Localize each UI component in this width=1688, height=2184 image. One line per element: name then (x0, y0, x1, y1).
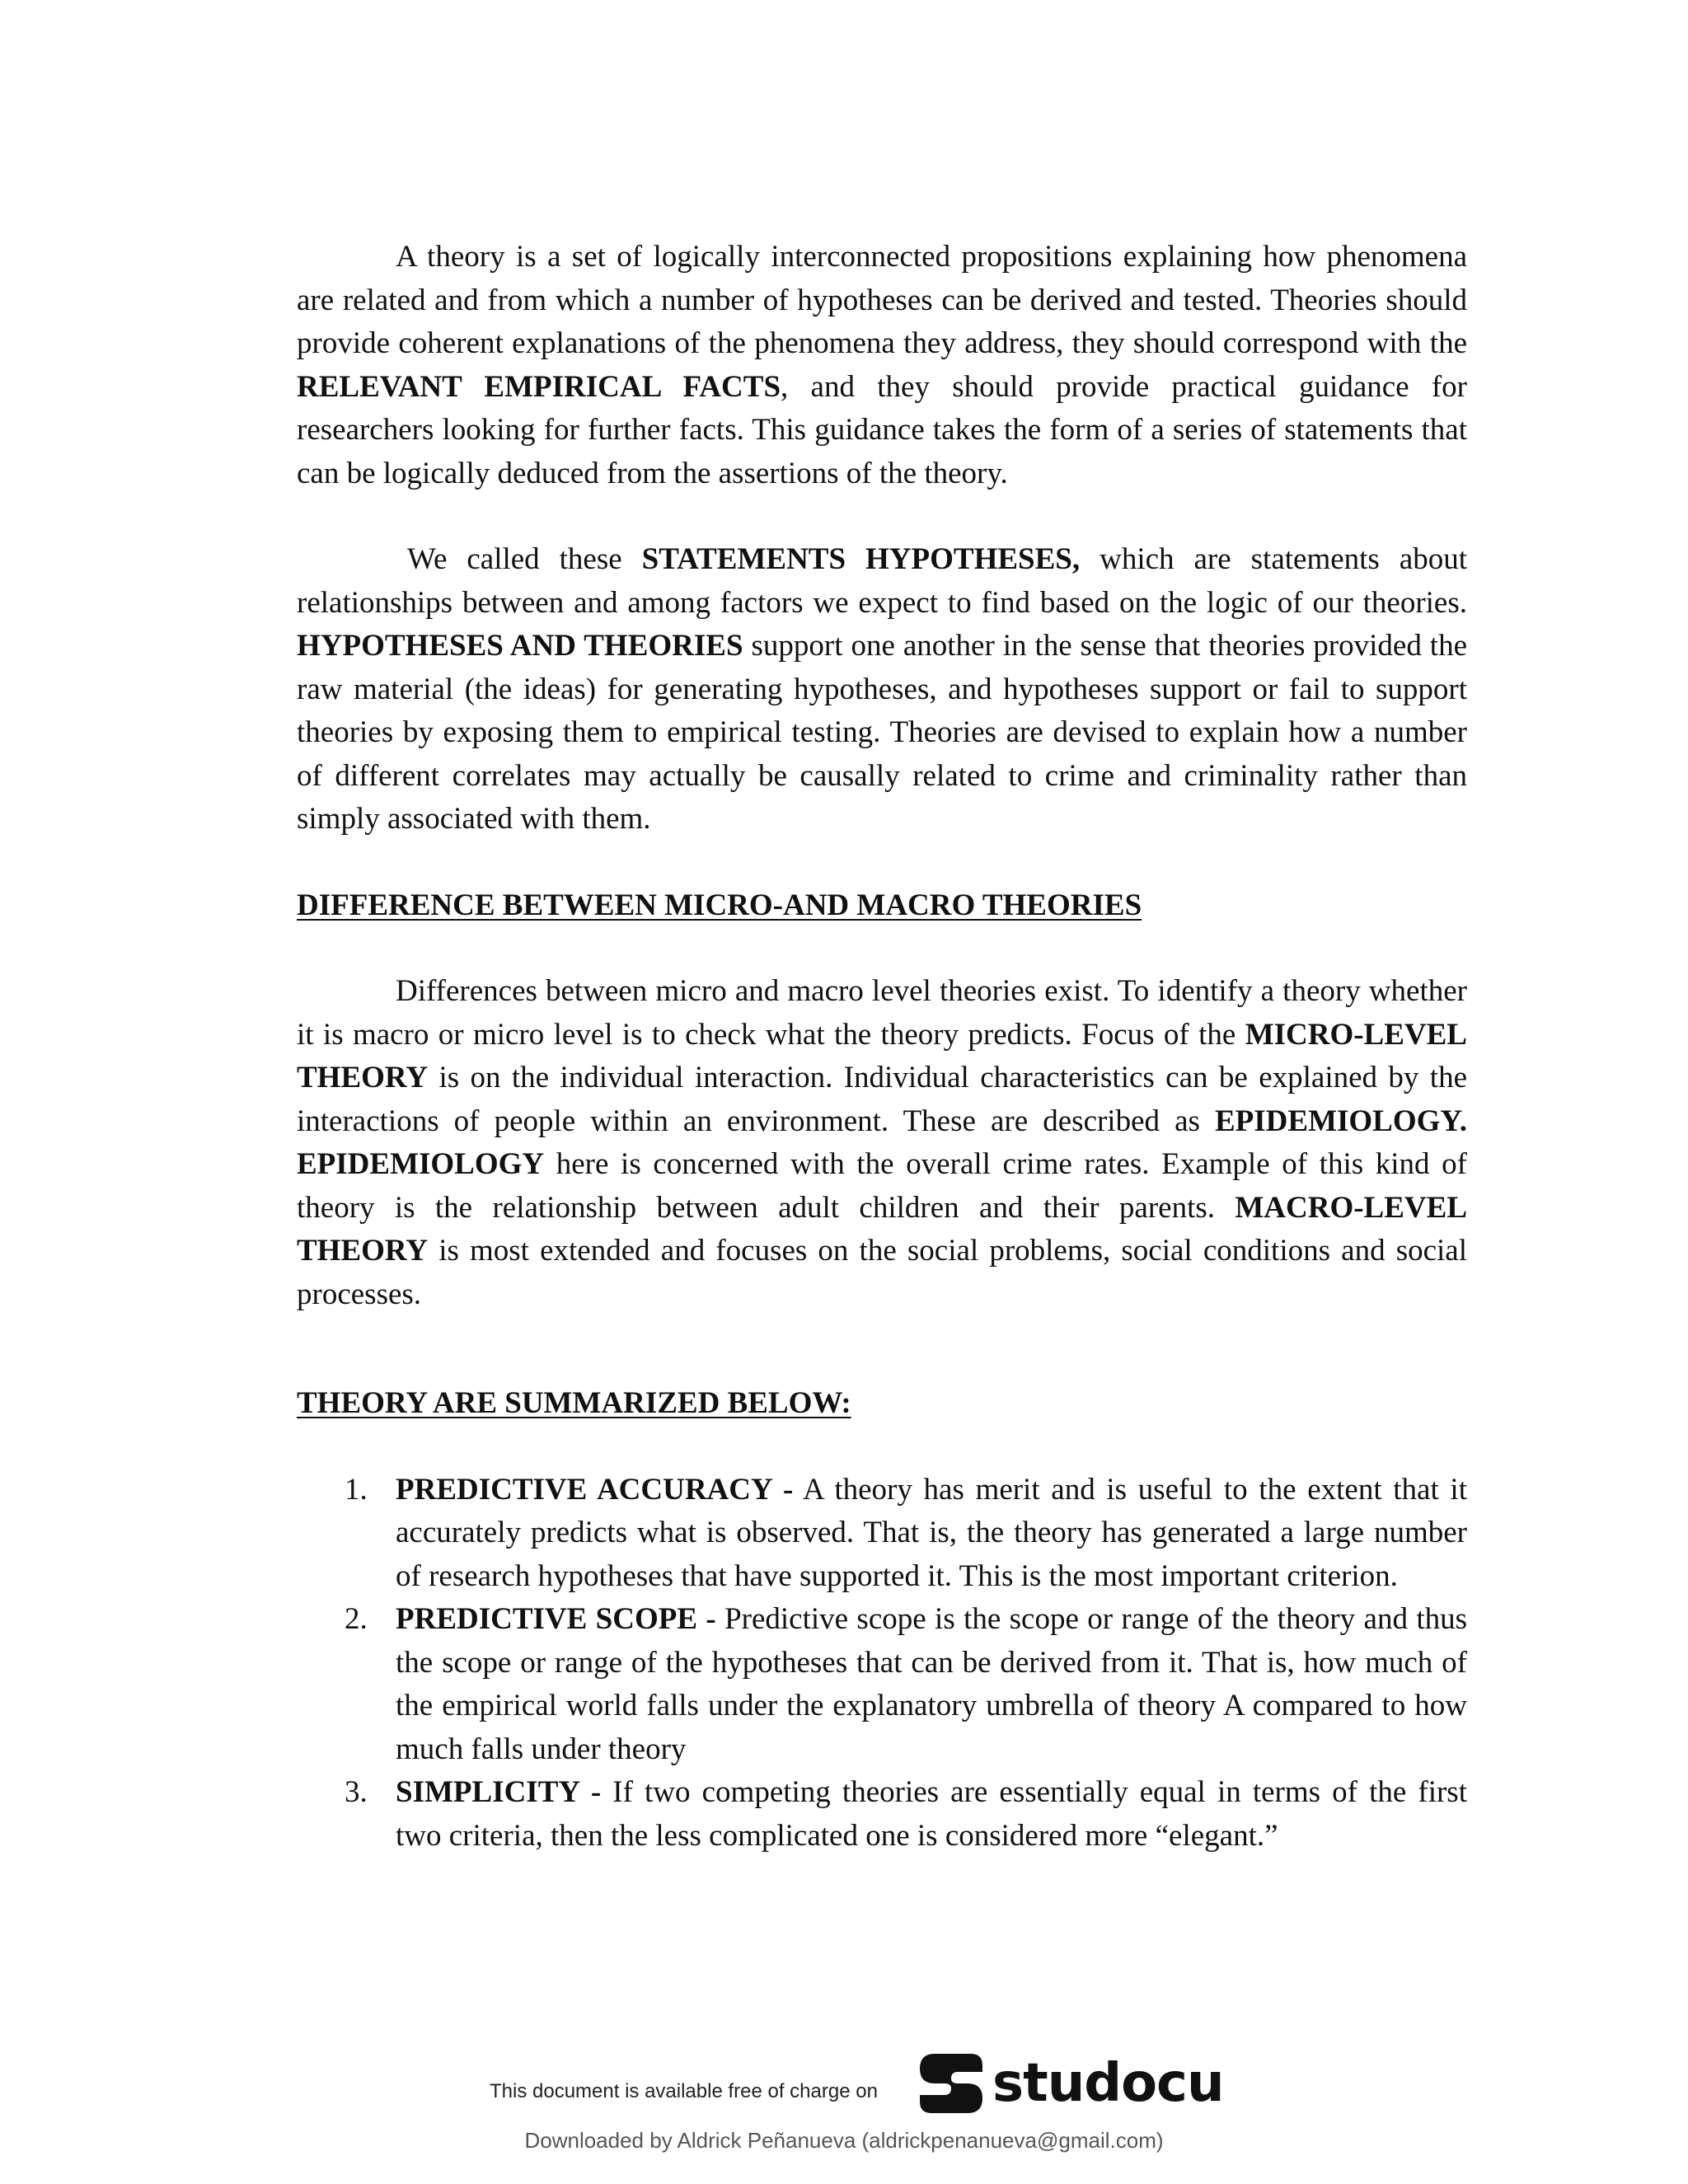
document-body (297, 236, 1467, 1858)
paragraph-theory-definition (297, 236, 1467, 495)
list-item (297, 1771, 1467, 1858)
list-term: SIMPLICITY - (396, 1775, 602, 1809)
list-term: PREDICTIVE SCOPE - (396, 1602, 716, 1636)
bold-term: HYPOTHESES AND THEORIES (297, 629, 743, 663)
section-heading-summary: THEORY ARE SUMMARIZED BELOW: (297, 1386, 851, 1420)
spacer (297, 927, 1467, 970)
studocu-logo-icon (917, 2050, 986, 2116)
spacer (297, 1316, 1467, 1382)
page-footer (0, 2037, 1688, 2184)
bold-term: STATEMENTS HYPOTHESES, (641, 542, 1081, 576)
downloaded-by-note: Downloaded by Aldrick Peñanueva (aldrickpenanueva@gmail.com) (524, 2128, 1164, 2153)
text: is on the individual interaction. Individual characteristics can be explained by the interactions of people within an environment. These are described as (297, 1061, 1467, 1138)
bold-term: RELEVANT EMPIRICAL FACTS (297, 369, 781, 404)
list-number: 3. (345, 1775, 368, 1809)
text: We called these (407, 542, 642, 576)
list-term: PREDICTIVE ACCURACY - (396, 1472, 794, 1507)
text: which are statements about relationships between and among factors we expect to find based on the logic of our theories. (297, 542, 1467, 620)
text: is most extended and focuses on the social problems, social conditions and social processes. (297, 1234, 1467, 1311)
availability-note: This document is available free of charge on (490, 2080, 878, 2102)
text: A theory is a set of logically interconnected propositions explaining how phenomena are related and from which a number of hypotheses can be derived and tested. Theories should provide coherent explanations of the phenomena they address, they should correspond with the (297, 240, 1467, 360)
bold-term: MICRO-LEVEL THEORY (297, 1017, 1467, 1094)
list-item (297, 1469, 1467, 1599)
studocu-wordmark: studocu (992, 2053, 1224, 2114)
list-text: A theory has merit and is useful to the extent that it accurately predicts what is observed. That is, the theory has generated a large number of research hypotheses that have supported it. This is the most important criterion. (396, 1472, 1467, 1593)
bold-term: EPIDEMIOLOGY. EPIDEMIOLOGY (297, 1104, 1467, 1181)
list-number: 2. (345, 1602, 368, 1636)
list-item (297, 1598, 1467, 1771)
text: Differences between micro and macro level theories exist. To identify a theory whether it is macro or micro level is to check what the theory predicts. Focus of the (297, 974, 1467, 1052)
spacer (297, 841, 1467, 884)
studocu-brand-link[interactable] (917, 2047, 1224, 2123)
list-number: 1. (345, 1472, 368, 1507)
spacer (297, 1426, 1467, 1469)
list-text: If two competing theories are essentially equal in terms of the first two criteria, then the less complicated one is considered more “elegant.” (396, 1775, 1467, 1853)
text: support one another in the sense that theories provided the raw material (the ideas) for generating hypotheses, and hypotheses support or fail to support theories by exposing them to empirical testing. Theories are devised to explain how a number of different correlates may actually be causally related to crime and criminality rather than simply associated with them. (297, 629, 1467, 836)
bold-term: MACRO-LEVEL THEORY (297, 1190, 1467, 1268)
paragraph-hypotheses (297, 538, 1467, 841)
spacer (297, 495, 1467, 538)
text: , and they should provide practical guidance for researchers looking for further facts. This guidance takes the form of a series of statements that can be logically deduced from the assertions of the theory. (297, 369, 1467, 490)
criteria-list (297, 1469, 1467, 1858)
list-text: Predictive scope is the scope or range of the theory and thus the scope or range of the hypotheses that can be derived from it. That is, how much of the empirical world falls under the explanatory umbrella of theory A compared to how much falls under theory (396, 1602, 1467, 1766)
paragraph-micro-macro (297, 970, 1467, 1316)
section-heading-micro-macro: DIFFERENCE BETWEEN MICRO-AND MACRO THEORIES (297, 888, 1142, 922)
text: here is concerned with the overall crime rates. Example of this kind of theory is the relationship between adult children and their parents. (297, 1147, 1467, 1225)
